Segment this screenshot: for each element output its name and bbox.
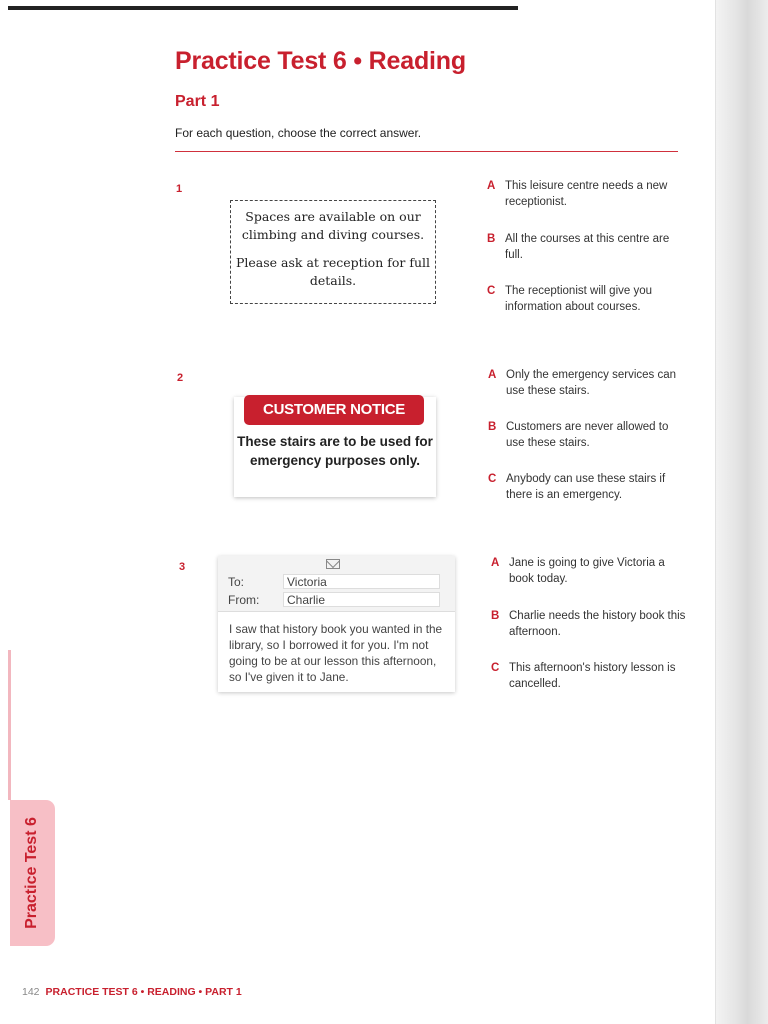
option-text: Customers are never allowed to use these stairs. bbox=[506, 421, 669, 449]
option-letter: C bbox=[488, 473, 497, 485]
option-letter: C bbox=[487, 285, 496, 297]
notice-banner: CUSTOMER NOTICE bbox=[244, 395, 424, 425]
email-body: I saw that history book you wanted in the library, so I borrowed it for you. I'm not going to be at our lesson this afternoon, so I've given it to Jane. bbox=[229, 622, 443, 684]
page-title: Practice Test 6 • Reading bbox=[175, 47, 466, 75]
notice-line: Spaces are available on our climbing and diving courses. bbox=[241, 209, 425, 242]
option-text: Jane is going to give Victoria a book today. bbox=[509, 557, 665, 585]
envelope-icon bbox=[326, 559, 340, 569]
part-heading: Part 1 bbox=[175, 93, 220, 110]
customer-notice bbox=[234, 397, 436, 497]
question-number: 3 bbox=[179, 561, 186, 573]
option-letter: B bbox=[491, 610, 500, 622]
footer-text: PRACTICE TEST 6 • READING • PART 1 bbox=[45, 986, 242, 998]
option-text: The receptionist will give you information about courses. bbox=[505, 285, 653, 313]
email-to-label: To: bbox=[228, 575, 245, 589]
option-text: Anybody can use these stairs if there is an emergency. bbox=[506, 473, 666, 501]
side-tab bbox=[10, 800, 55, 946]
option-text: Charlie needs the history book this afternoon. bbox=[509, 610, 686, 638]
page-edge bbox=[716, 0, 768, 1024]
side-tab-label: Practice Test 6 bbox=[23, 817, 40, 929]
instruction-text: For each question, choose the correct answer. bbox=[175, 126, 422, 140]
question-number: 2 bbox=[177, 372, 184, 384]
option-letter: A bbox=[491, 557, 500, 569]
option-text: Only the emergency services can use these stairs. bbox=[506, 369, 677, 397]
option-letter: A bbox=[488, 369, 497, 381]
leisure-centre-notice bbox=[230, 200, 436, 304]
option-letter: B bbox=[488, 421, 497, 433]
notice-line: Please ask at reception for full details. bbox=[235, 255, 431, 288]
page-number: 142 bbox=[22, 986, 40, 998]
option-letter: C bbox=[491, 662, 500, 674]
email-to-field: Victoria bbox=[283, 574, 440, 589]
email-from-label: From: bbox=[228, 593, 260, 607]
option-text: This afternoon's history lesson is cancelled. bbox=[509, 662, 676, 690]
notice-text: These stairs are to be used for emergency purposes only. bbox=[237, 434, 433, 468]
option-text: All the courses at this centre are full. bbox=[505, 233, 670, 261]
question-number: 1 bbox=[176, 183, 183, 195]
email-from-field: Charlie bbox=[283, 592, 440, 607]
page-footer bbox=[22, 986, 242, 998]
section-divider bbox=[175, 151, 678, 152]
option-letter: B bbox=[487, 233, 496, 245]
top-rule bbox=[8, 6, 518, 10]
option-letter: A bbox=[487, 180, 496, 192]
option-text: This leisure centre needs a new receptionist. bbox=[505, 180, 668, 208]
left-page-edge bbox=[8, 650, 11, 800]
